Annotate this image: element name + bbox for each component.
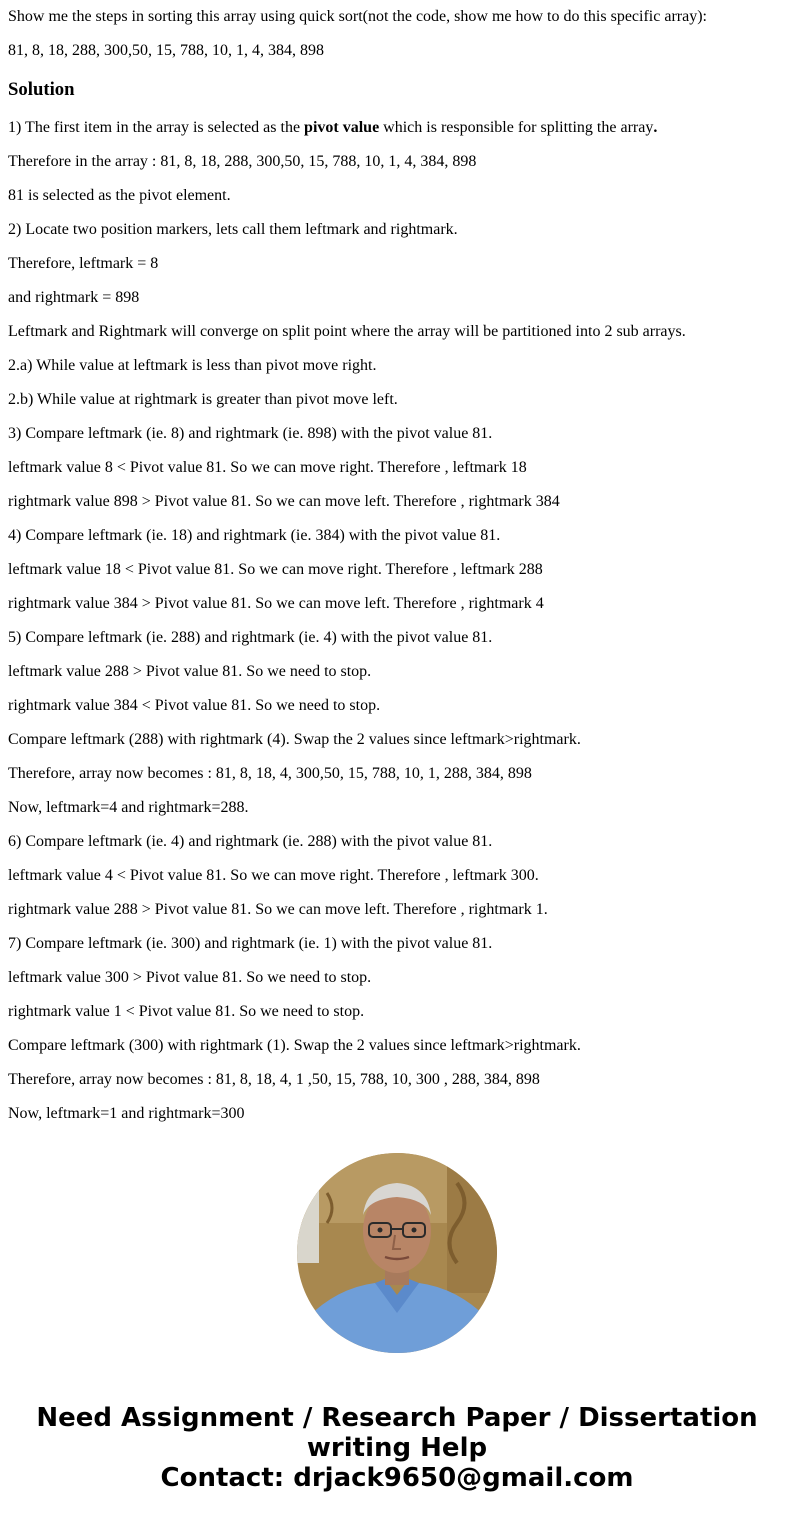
solution-step: 4) Compare leftmark (ie. 18) and rightmark (ie. 384) with the pivot value 81. [8,527,501,544]
solution-step: Compare leftmark (300) with rightmark (1). Swap the 2 values since leftmark>rightmark. [8,1037,581,1054]
solution-step: 5) Compare leftmark (ie. 288) and rightmark (ie. 4) with the pivot value 81. [8,629,493,646]
solution-step: Now, leftmark=1 and rightmark=300 [8,1105,245,1122]
solution-step: Therefore, array now becomes : 81, 8, 18, 4, 1 ,50, 15, 788, 10, 300 , 288, 384, 898 [8,1071,540,1088]
intro-period: . [653,119,658,136]
solution-step: Therefore, leftmark = 8 [8,255,159,272]
question-line-1: Show me the steps in sorting this array using quick sort(not the code, show me how to do this specific array): [8,8,707,25]
solution-step: 81 is selected as the pivot element. [8,187,231,204]
solution-step: Therefore in the array : 81, 8, 18, 288, 300,50, 15, 788, 10, 1, 4, 384, 898 [8,153,477,170]
solution-heading: Solution [8,79,75,100]
solution-step: rightmark value 898 > Pivot value 81. So we can move left. Therefore , rightmark 384 [8,493,560,510]
promo-line-2: writing Help [306,1433,488,1463]
solution-step: 6) Compare leftmark (ie. 4) and rightmark (ie. 288) with the pivot value 81. [8,833,493,850]
solution-step: rightmark value 1 < Pivot value 81. So we need to stop. [8,1003,365,1020]
intro-prefix: 1) The first item in the array is selected as the [8,119,305,136]
solution-step: Therefore, array now becomes : 81, 8, 18, 4, 300,50, 15, 788, 10, 1, 288, 384, 898 [8,765,532,782]
solution-step: Leftmark and Rightmark will converge on split point where the array will be partitioned into 2 sub arrays. [8,323,686,340]
solution-step: rightmark value 384 > Pivot value 81. So we can move left. Therefore , rightmark 4 [8,595,544,612]
promo-contact: Contact: drjack9650@gmail.com [160,1463,634,1493]
author-portrait-image [297,1153,497,1353]
solution-step: 2.b) While value at rightmark is greater than pivot move left. [8,391,398,408]
question-array: 81, 8, 18, 288, 300,50, 15, 788, 10, 1, 4, 384, 898 [8,42,324,59]
solution-step: rightmark value 288 > Pivot value 81. So we can move left. Therefore , rightmark 1. [8,901,548,918]
solution-step: leftmark value 288 > Pivot value 81. So we need to stop. [8,663,372,680]
pivot-value-term: pivot value [304,119,380,136]
solution-step: 2.a) While value at leftmark is less than pivot move right. [8,357,377,374]
solution-step: and rightmark = 898 [8,289,140,306]
solution-intro [8,119,786,137]
intro-suffix: which is responsible for splitting the array [379,119,654,136]
solution-step: leftmark value 8 < Pivot value 81. So we can move right. Therefore , leftmark 18 [8,459,527,476]
solution-step: 7) Compare leftmark (ie. 300) and rightmark (ie. 1) with the pivot value 81. [8,935,493,952]
solution-steps [8,153,786,1123]
solution-step: 2) Locate two position markers, lets call them leftmark and rightmark. [8,221,458,238]
solution-step: leftmark value 300 > Pivot value 81. So we need to stop. [8,969,372,986]
solution-step: Now, leftmark=4 and rightmark=288. [8,799,249,816]
document-body [8,0,786,1123]
solution-step: 3) Compare leftmark (ie. 8) and rightmark (ie. 898) with the pivot value 81. [8,425,493,442]
author-avatar [297,1153,497,1353]
solution-step: rightmark value 384 < Pivot value 81. So we need to stop. [8,697,381,714]
solution-step: leftmark value 18 < Pivot value 81. So we can move right. Therefore , leftmark 288 [8,561,543,578]
promo-line-1: Need Assignment / Research Paper / Dissertation [36,1403,758,1433]
solution-step: Compare leftmark (288) with rightmark (4). Swap the 2 values since leftmark>rightmark. [8,731,581,748]
solution-step: leftmark value 4 < Pivot value 81. So we can move right. Therefore , leftmark 300. [8,867,539,884]
promo-footer [0,1403,794,1493]
